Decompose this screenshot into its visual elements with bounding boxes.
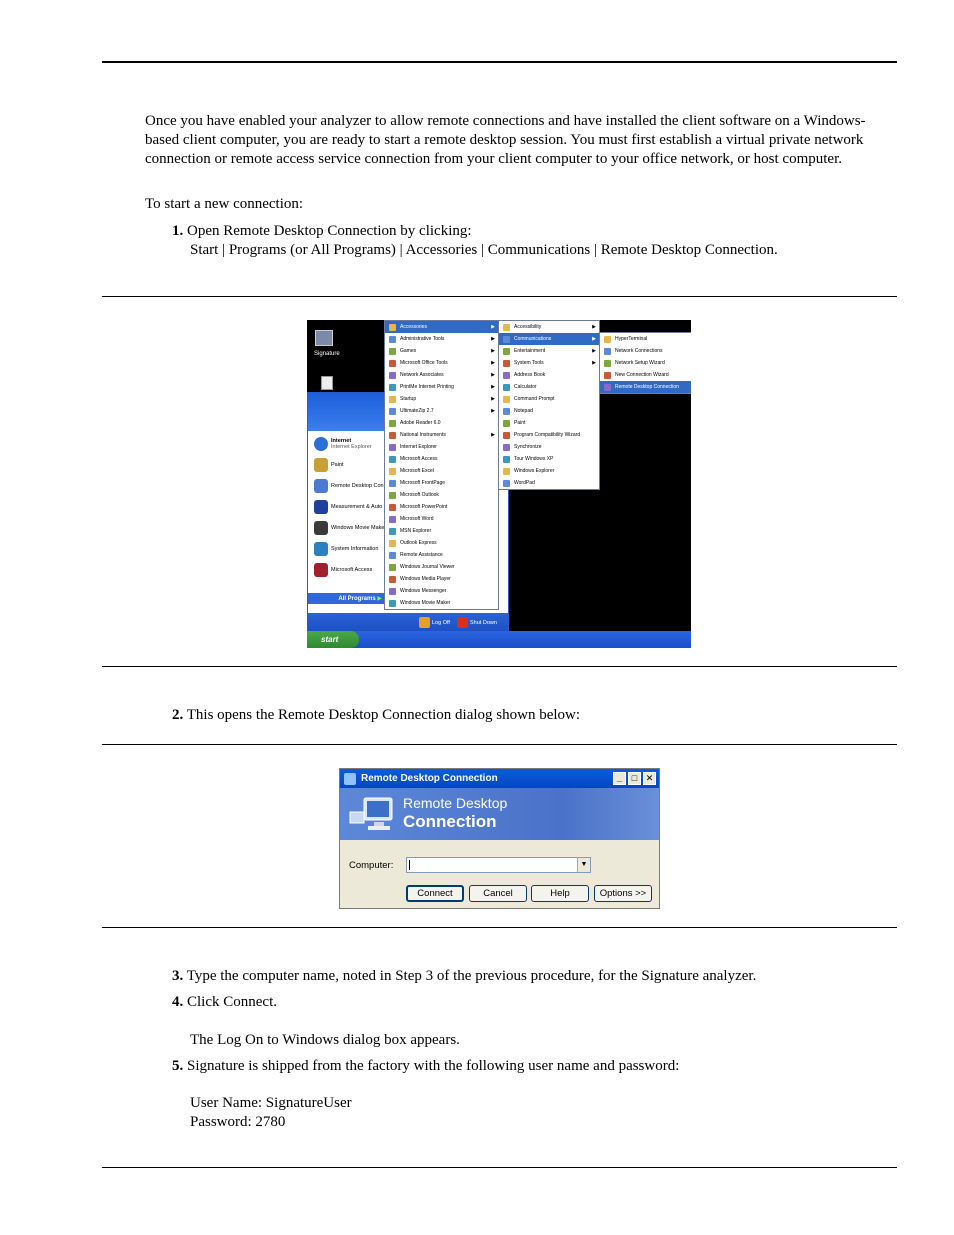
communications-menu-item[interactable] [600, 369, 691, 381]
program-icon [503, 456, 510, 463]
program-icon [503, 408, 510, 415]
accessories-menu-item[interactable] [499, 429, 599, 441]
program-icon [503, 432, 510, 439]
key-icon [419, 617, 430, 628]
step-number: 4. [172, 994, 184, 1010]
program-icon [604, 360, 611, 367]
folder-icon [389, 372, 396, 379]
access-icon [314, 563, 328, 577]
dialog-title: Remote Desktop Connection [361, 773, 498, 784]
programs-menu-item[interactable] [385, 345, 498, 357]
programs-menu-label: Startup [400, 396, 417, 402]
start-menu-footer [308, 613, 508, 633]
accessories-menu-label: Tour Windows XP [514, 456, 554, 462]
submenu-arrow-icon: ▶ [491, 336, 495, 342]
submenu-arrow-icon: ▶ [592, 336, 596, 342]
programs-menu-item[interactable] [385, 573, 498, 585]
pinned-item-access[interactable] [314, 559, 386, 580]
intro-paragraph: Once you have enabled your analyzer to allow remote connections and have installed the client software on a Windows-based client computer, you are ready to start a remote desktop session. You must first establish a virtual private network connection or remote access service connection from your client computer to your office network, or host computer. [145, 113, 866, 167]
programs-menu-item[interactable] [385, 525, 498, 537]
accessories-menu-item[interactable] [499, 465, 599, 477]
accessories-menu-item[interactable] [499, 381, 599, 393]
accessories-menu-label: Synchronize [514, 444, 542, 450]
programs-menu-item[interactable] [385, 441, 498, 453]
accessories-menu-label: Command Prompt [514, 396, 555, 402]
pinned-item-measurement[interactable] [314, 496, 386, 517]
pinned-list [314, 433, 386, 580]
desktop-icon-label: Signature [314, 351, 340, 357]
pinned-label: Microsoft Access [331, 566, 373, 573]
log-off-button[interactable] [419, 617, 450, 628]
pinned-label: Remote Desktop Con [331, 482, 384, 489]
programs-menu-item[interactable] [385, 381, 498, 393]
to-start-text: To start a new connection: [145, 196, 304, 212]
program-icon [389, 516, 396, 523]
submenu-arrow-icon: ▶ [491, 432, 495, 438]
shut-down-label: Shut Down [470, 619, 497, 626]
figure-rule [102, 744, 897, 745]
communications-menu-item[interactable] [600, 381, 691, 393]
accessories-menu-label: WordPad [514, 480, 535, 486]
monitor-icon [348, 792, 396, 838]
communications-menu-label: HyperTerminal [615, 336, 648, 342]
pinned-item-remote-desktop[interactable] [314, 475, 386, 496]
pinned-item-paint[interactable] [314, 454, 386, 475]
step-2 [172, 706, 897, 725]
programs-menu-label: Accessories [400, 324, 427, 330]
remote-desktop-dialog [339, 768, 660, 909]
banner-title-line2: Connection [403, 812, 497, 831]
accessories-menu-label: Calculator [514, 384, 537, 390]
accessories-menu-item[interactable] [499, 369, 599, 381]
maximize-button[interactable]: □ [628, 772, 641, 785]
programs-menu-item[interactable] [385, 585, 498, 597]
communications-menu-item[interactable] [600, 333, 691, 345]
pinned-sublabel: Internet Explorer [331, 443, 372, 450]
program-icon [389, 480, 396, 487]
program-icon [389, 552, 396, 559]
accessories-menu-item[interactable] [499, 417, 599, 429]
all-programs-label: All Programs [338, 595, 376, 602]
program-icon [503, 444, 510, 451]
program-icon [389, 600, 396, 607]
programs-menu [384, 320, 499, 610]
remote-desktop-icon [314, 479, 328, 493]
credential-password: Password: 2780 [190, 1114, 286, 1130]
accessories-menu-item[interactable] [499, 405, 599, 417]
programs-menu-label: Microsoft Office Tools [400, 360, 448, 366]
programs-menu-item[interactable] [385, 369, 498, 381]
folder-icon [389, 360, 396, 367]
program-icon [389, 444, 396, 451]
credential-username: User Name: SignatureUser [190, 1095, 352, 1111]
program-icon [503, 384, 510, 391]
programs-menu-item[interactable] [385, 333, 498, 345]
arrow-right-icon: ▶ [377, 596, 382, 602]
programs-menu-label: Network Associates [400, 372, 444, 378]
folder-icon [389, 348, 396, 355]
programs-menu-item[interactable] [385, 393, 498, 405]
program-icon [604, 384, 611, 391]
folder-icon [389, 408, 396, 415]
accessories-menu-item[interactable] [499, 477, 599, 489]
programs-menu-label: National Instruments [400, 432, 446, 438]
submenu-arrow-icon: ▶ [491, 360, 495, 366]
step-text: This opens the Remote Desktop Connection dialog shown below: [186, 707, 581, 723]
program-icon [389, 420, 396, 427]
programs-menu-label: Remote Assistance [400, 552, 443, 558]
program-icon [389, 504, 396, 511]
signature-desktop-icon [315, 330, 333, 346]
step-3 [172, 967, 897, 986]
footer-rule [102, 1167, 897, 1168]
menu-path: Start | Programs (or All Programs) | Accessories | Communications | Remote Desktop Connection. [190, 242, 778, 258]
program-icon [503, 480, 510, 487]
start-label: start [321, 635, 339, 644]
communications-menu-label: Network Connections [615, 348, 663, 354]
program-icon [503, 468, 510, 475]
accessories-menu-item[interactable] [499, 321, 599, 333]
program-icon [389, 540, 396, 547]
system-information-icon [314, 542, 328, 556]
programs-menu-item[interactable] [385, 549, 498, 561]
document-desktop-icon [321, 376, 333, 390]
pinned-item-movie-maker[interactable] [314, 517, 386, 538]
pinned-item-internet[interactable] [314, 433, 386, 454]
figure-rule [102, 296, 897, 297]
accessories-menu-label: Windows Explorer [514, 468, 555, 474]
text-cursor [409, 860, 410, 870]
accessories-menu-item[interactable] [499, 357, 599, 369]
step-text: Click Connect. [187, 994, 277, 1010]
programs-menu-item[interactable] [385, 357, 498, 369]
folder-icon [389, 324, 396, 331]
internet-explorer-icon [314, 437, 328, 451]
programs-menu-item[interactable] [385, 429, 498, 441]
accessories-menu-label: Entertainment [514, 348, 546, 354]
programs-menu-label: Windows Messenger [400, 588, 447, 594]
programs-menu-label: Adobe Reader 6.0 [400, 420, 441, 426]
programs-menu-item[interactable] [385, 537, 498, 549]
folder-icon [389, 396, 396, 403]
communications-menu [599, 332, 691, 394]
programs-menu-item[interactable] [385, 453, 498, 465]
communications-menu-label: Network Setup Wizard [615, 360, 665, 366]
program-icon [389, 564, 396, 571]
movie-maker-icon [314, 521, 328, 535]
communications-menu-item[interactable] [600, 345, 691, 357]
accessories-menu-label: Accessibility [514, 324, 542, 330]
folder-icon [503, 336, 510, 343]
programs-menu-item[interactable] [385, 477, 498, 489]
communications-menu-item[interactable] [600, 357, 691, 369]
shut-down-button[interactable] [457, 617, 497, 628]
options-button[interactable]: Options >> [594, 885, 652, 902]
accessories-menu-label: System Tools [514, 360, 544, 366]
step-5 [172, 1057, 897, 1076]
chevron-down-icon[interactable]: ▼ [577, 858, 590, 872]
accessories-menu-item[interactable] [499, 333, 599, 345]
power-icon [457, 617, 468, 628]
program-icon [604, 372, 611, 379]
accessories-menu-item[interactable] [499, 441, 599, 453]
folder-icon [503, 324, 510, 331]
submenu-arrow-icon: ▶ [592, 360, 596, 366]
logon-note: The Log On to Windows dialog box appears. [190, 1032, 460, 1048]
computer-combobox[interactable] [406, 857, 591, 873]
step-text: Open Remote Desktop Connection by clicking: [187, 223, 472, 239]
programs-menu-label: Microsoft Access [400, 456, 438, 462]
programs-menu-label: Microsoft Excel [400, 468, 434, 474]
accessories-menu [498, 320, 600, 490]
pinned-item-system-info[interactable] [314, 538, 386, 559]
step-number: 5. [172, 1058, 184, 1074]
step-number: 2. [172, 707, 184, 723]
accessories-menu-label: Paint [514, 420, 526, 426]
taskbar [307, 631, 691, 648]
submenu-arrow-icon: ▶ [491, 384, 495, 390]
program-icon [503, 420, 510, 427]
paint-icon [314, 458, 328, 472]
programs-menu-label: Outlook Express [400, 540, 437, 546]
program-icon [389, 468, 396, 475]
programs-menu-item[interactable] [385, 513, 498, 525]
program-icon [389, 492, 396, 499]
remote-desktop-icon [344, 773, 356, 785]
folder-icon [389, 432, 396, 439]
pinned-label: Internet [331, 437, 352, 444]
programs-menu-label: Windows Journal Viewer [400, 564, 455, 570]
accessories-menu-label: Address Book [514, 372, 546, 378]
cancel-button[interactable]: Cancel [469, 885, 527, 902]
submenu-arrow-icon: ▶ [592, 324, 596, 330]
programs-menu-label: Administrative Tools [400, 336, 445, 342]
programs-menu-item[interactable] [385, 489, 498, 501]
start-menu-screenshot [307, 320, 691, 648]
accessories-menu-item[interactable] [499, 453, 599, 465]
header-rule [102, 61, 897, 63]
communications-menu-label: Remote Desktop Connection [615, 384, 679, 390]
programs-menu-item[interactable] [385, 597, 498, 609]
program-icon [604, 348, 611, 355]
accessories-menu-item[interactable] [499, 393, 599, 405]
programs-menu-label: Games [400, 348, 417, 354]
help-button[interactable]: Help [531, 885, 589, 902]
dialog-banner [340, 788, 659, 840]
program-icon [389, 456, 396, 463]
minimize-button[interactable]: _ [613, 772, 626, 785]
dialog-titlebar [340, 769, 659, 788]
accessories-menu-label: Program Compatibility Wizard [514, 432, 581, 438]
programs-menu-item[interactable] [385, 321, 498, 333]
banner-title-line1: Remote Desktop [403, 795, 508, 811]
close-button[interactable]: ✕ [643, 772, 656, 785]
program-icon [503, 396, 510, 403]
step-number: 3. [172, 968, 184, 984]
program-icon [604, 336, 611, 343]
programs-menu-label: Windows Movie Maker [400, 600, 451, 606]
programs-menu-item[interactable] [385, 465, 498, 477]
folder-icon [503, 360, 510, 367]
communications-menu-label: New Connection Wizard [615, 372, 669, 378]
programs-menu-label: Microsoft Outlook [400, 492, 439, 498]
programs-menu-label: Microsoft Word [400, 516, 434, 522]
submenu-arrow-icon: ▶ [491, 408, 495, 414]
connect-button[interactable]: Connect [406, 885, 464, 902]
log-off-label: Log Off [432, 619, 450, 626]
step-number: 1. [172, 223, 184, 239]
pinned-label: System Information [331, 545, 379, 552]
programs-menu-item[interactable] [385, 417, 498, 429]
pinned-label: Measurement & Auto [331, 503, 383, 510]
folder-icon [389, 336, 396, 343]
start-button[interactable] [307, 631, 359, 648]
programs-menu-item[interactable] [385, 405, 498, 417]
accessories-menu-label: Communications [514, 336, 552, 342]
pinned-label: Paint [331, 461, 344, 468]
accessories-menu-item[interactable] [499, 345, 599, 357]
programs-menu-item[interactable] [385, 501, 498, 513]
program-icon [389, 576, 396, 583]
computer-label: Computer: [349, 860, 394, 871]
step-4 [172, 993, 897, 1012]
measurement-icon [314, 500, 328, 514]
programs-menu-label: Microsoft PowerPoint [400, 504, 448, 510]
figure-rule [102, 666, 897, 667]
programs-menu-label: Internet Explorer [400, 444, 437, 450]
step-text: Signature is shipped from the factory with the following user name and password: [187, 1058, 680, 1074]
submenu-arrow-icon: ▶ [491, 396, 495, 402]
folder-icon [503, 348, 510, 355]
all-programs-button[interactable] [308, 593, 386, 604]
programs-menu-label: UltimateZip 2.7 [400, 408, 434, 414]
pinned-label: Windows Movie Make [331, 524, 385, 531]
submenu-arrow-icon: ▶ [491, 372, 495, 378]
submenu-arrow-icon: ▶ [592, 348, 596, 354]
accessories-menu-label: Notepad [514, 408, 533, 414]
program-icon [389, 528, 396, 535]
programs-menu-label: Microsoft FrontPage [400, 480, 446, 486]
step-text: Type the computer name, noted in Step 3 of the previous procedure, for the Signature analyzer. [186, 968, 757, 984]
figure-rule [102, 927, 897, 928]
submenu-arrow-icon: ▶ [491, 324, 495, 330]
programs-menu-label: Windows Media Player [400, 576, 451, 582]
folder-icon [389, 384, 396, 391]
programs-menu-label: MSN Explorer [400, 528, 432, 534]
program-icon [389, 588, 396, 595]
programs-menu-item[interactable] [385, 561, 498, 573]
programs-menu-label: PrintMe Internet Printing [400, 384, 454, 390]
submenu-arrow-icon: ▶ [491, 348, 495, 354]
program-icon [503, 372, 510, 379]
step-1 [172, 222, 897, 260]
